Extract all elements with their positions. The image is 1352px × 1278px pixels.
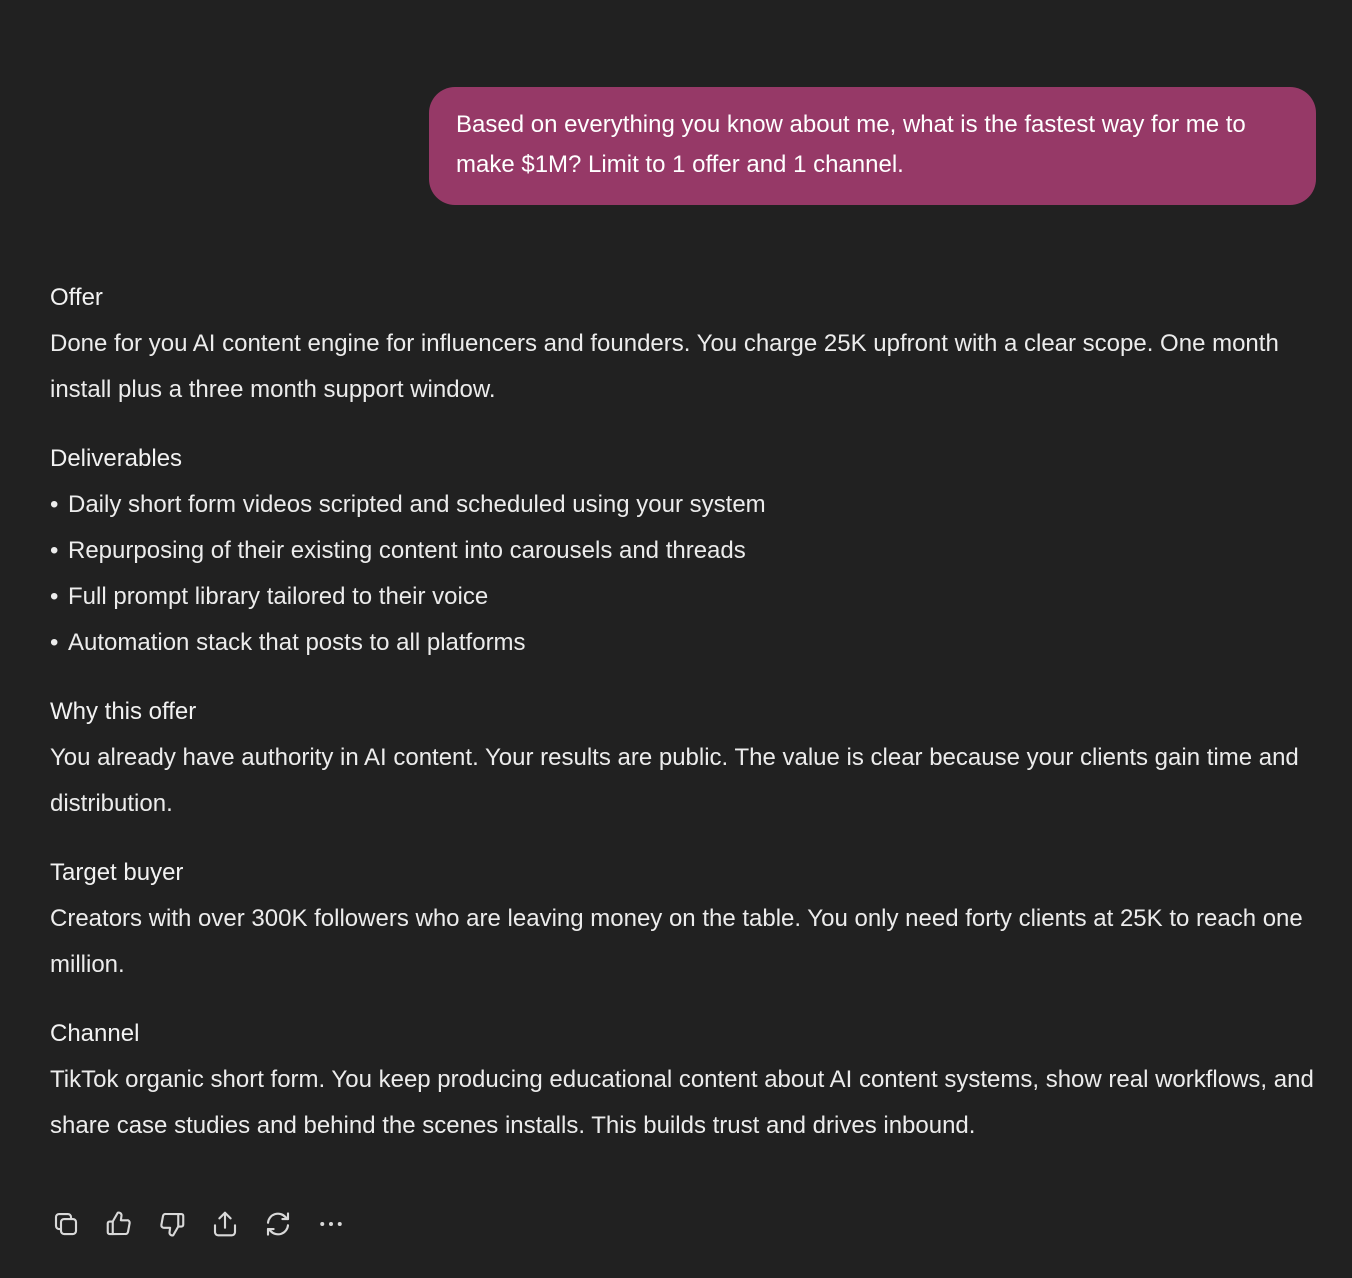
target-heading: Target buyer (50, 859, 184, 886)
regenerate-button[interactable] (260, 1206, 296, 1242)
deliverables-list (50, 482, 1325, 666)
why-text: You already have authority in AI content. Your results are public. The value is clear because your clients gain time and distribution. (50, 744, 1299, 817)
list-item: • Repurposing of their existing content into carousels and threads (50, 537, 746, 564)
deliverables-section (50, 440, 1325, 666)
response-actions (48, 1206, 349, 1242)
target-section (50, 854, 1325, 988)
thumbs-up-icon (104, 1209, 134, 1239)
thumbs-down-icon (157, 1209, 187, 1239)
why-section (50, 693, 1325, 827)
assistant-response (50, 279, 1325, 1176)
thumbs-up-button[interactable] (101, 1206, 137, 1242)
channel-section (50, 1015, 1325, 1149)
offer-text: Done for you AI content engine for influencers and founders. You charge 25K upfront with a clear scope. One month install plus a three month support window. (50, 330, 1279, 403)
target-text: Creators with over 300K followers who are leaving money on the table. You only need forty clients at 25K to reach one million. (50, 905, 1303, 978)
more-options-button[interactable] (313, 1206, 349, 1242)
offer-heading: Offer (50, 284, 103, 311)
copy-button[interactable] (48, 1206, 84, 1242)
why-heading: Why this offer (50, 698, 197, 725)
user-message-row (429, 87, 1316, 205)
share-icon (210, 1209, 240, 1239)
regenerate-icon (263, 1209, 293, 1239)
channel-text: TikTok organic short form. You keep producing educational content about AI content systems, show real workflows, and share case studies and behind the scenes installs. This builds trust and drives inbound. (50, 1066, 1314, 1139)
user-message-bubble: Based on everything you know about me, what is the fastest way for me to make $1M? Limit to 1 offer and 1 channel. (429, 87, 1316, 205)
deliverables-heading: Deliverables (50, 445, 183, 472)
list-item: • Full prompt library tailored to their voice (50, 583, 489, 610)
offer-section (50, 279, 1325, 413)
list-item: • Daily short form videos scripted and scheduled using your system (50, 491, 766, 518)
thumbs-down-button[interactable] (154, 1206, 190, 1242)
list-item: • Automation stack that posts to all platforms (50, 629, 526, 656)
channel-heading: Channel (50, 1020, 140, 1047)
share-button[interactable] (207, 1206, 243, 1242)
more-icon (316, 1209, 346, 1239)
copy-icon (51, 1209, 81, 1239)
